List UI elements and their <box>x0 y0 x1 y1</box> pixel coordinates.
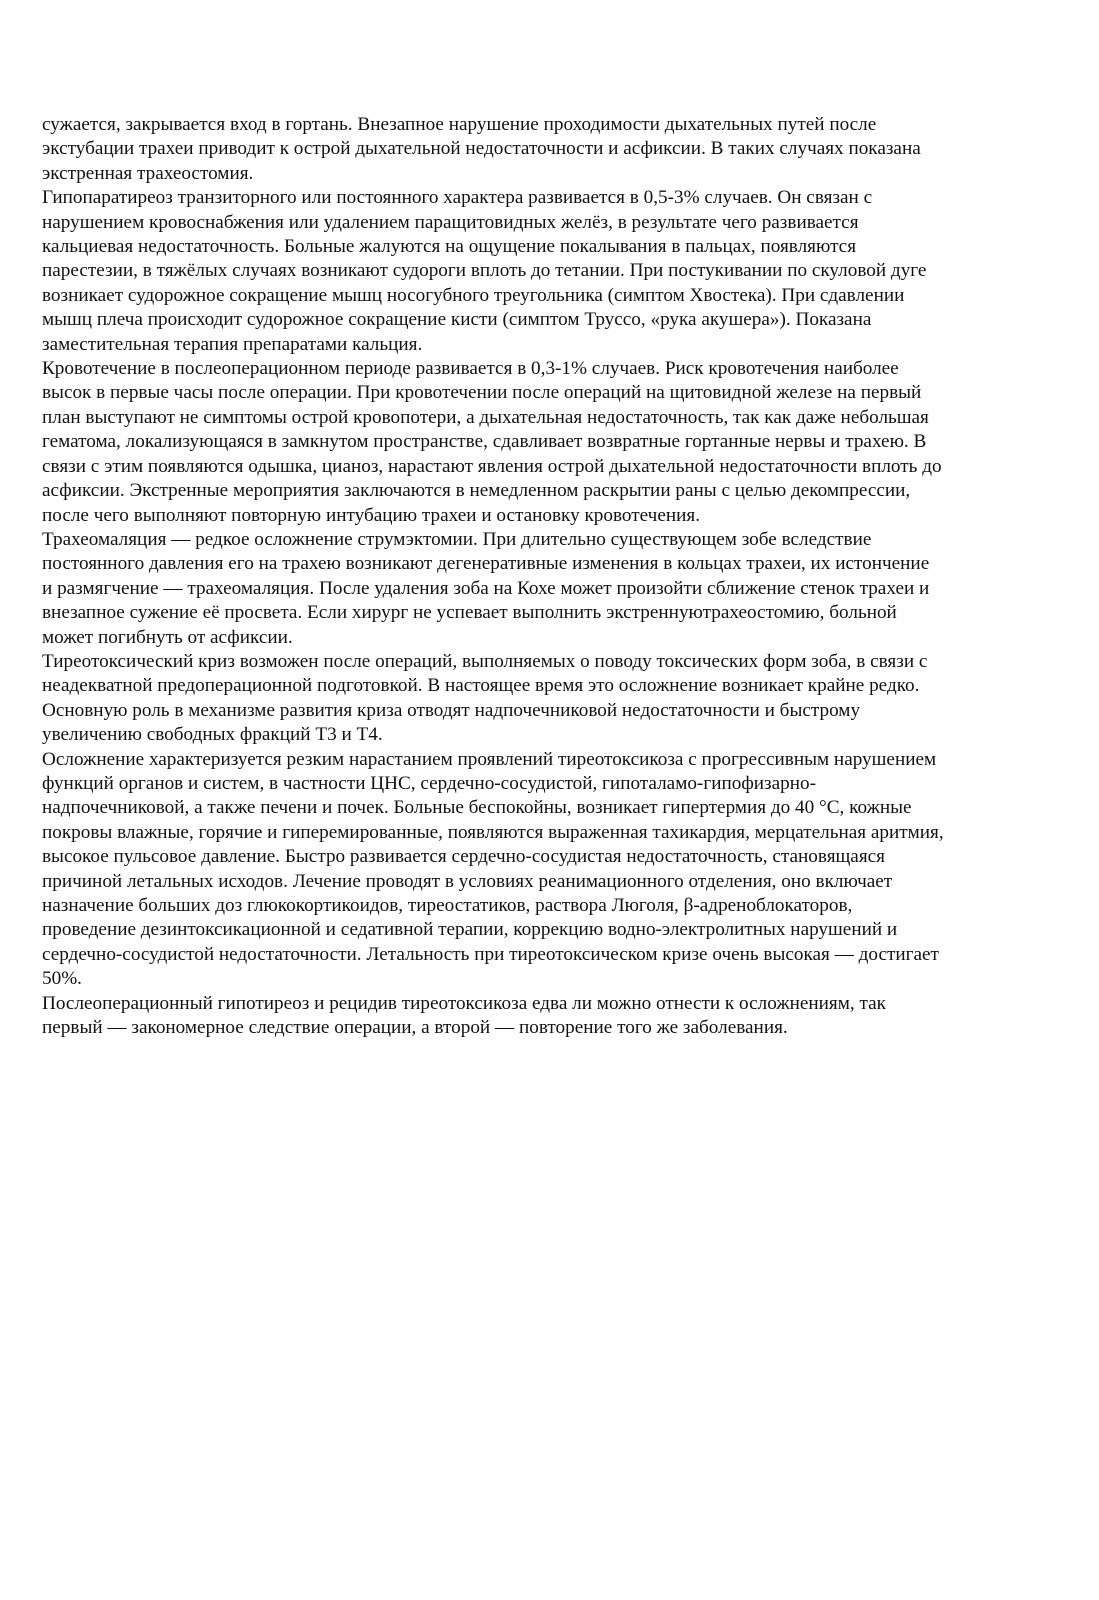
text-line: постоянного давления его на трахею возникают дегенеративные изменения в кольцах трахеи, их истончение <box>42 553 930 575</box>
text-line: причиной летальных исходов. Лечение проводят в условиях реанимационного отделения, оно включает <box>42 870 893 892</box>
text-line: экстубации трахеи приводит к острой дыхательной недостаточности и асфиксии. В таких случаях показана <box>42 138 921 160</box>
text-line: надпочечниковой, а также печени и почек. Больные беспокойны, возникает гипертермия до 40 °С, кожные <box>42 797 912 819</box>
text-line: Тиреотоксический криз возможен после операций, выполняемых о поводу токсических форм зоба, в связи с <box>42 650 928 672</box>
text-line: заместительная терапия препаратами кальция. <box>42 333 423 355</box>
text-line: неадекватной предоперационной подготовкой. В настоящее время это осложнение возникает крайне редко. <box>42 675 920 697</box>
text-line: 50%. <box>42 968 82 990</box>
text-line: возникает судорожное сокращение мышц носогубного треугольника (симптом Хвостека). При сдавлении <box>42 284 905 306</box>
text-line: первый — закономерное следствие операции, а второй — повторение того же заболевания. <box>42 1017 788 1039</box>
text-line: кальциевая недостаточность. Больные жалуются на ощущение покалывания в пальцах, появляются <box>42 236 857 258</box>
text-line: Послеоперационный гипотиреоз и рецидив тиреотоксикоза едва ли можно отнести к осложнениям, так <box>42 992 886 1014</box>
text-line: сердечно-сосудистой недостаточности. Летальность при тиреотоксическом кризе очень высокая — достигает <box>42 943 939 965</box>
text-line: Кровотечение в послеоперационном периоде развивается в 0,3-1% случаев. Риск кровотечения наиболее <box>42 358 899 380</box>
document-body <box>42 113 1066 1040</box>
text-line: план выступают не симптомы острой кровопотери, а дыхательная недостаточность, так как даже небольшая <box>42 406 929 428</box>
text-line: Осложнение характеризуется резким нарастанием проявлений тиреотоксикоза с прогрессивным нарушением <box>42 748 937 770</box>
text-line: высок в первые часы после операции. При кровотечении после операций на щитовидной железе на первый <box>42 382 922 404</box>
text-line: Гипопаратиреоз транзиторного или постоянного характера развивается в 0,5-3% случаев. Он связан с <box>42 187 873 209</box>
text-line: и размягчение — трахеомаляция. После удаления зоба на Кохе может произойти сближение стенок трахеи и <box>42 577 930 599</box>
text-line: гематома, локализующаяся в замкнутом пространстве, сдавливает возвратные гортанные нервы и трахею. В <box>42 431 927 453</box>
text-line: Основную роль в механизме развития криза отводят надпочечниковой недостаточности и быстрому <box>42 699 861 721</box>
text-line: связи с этим появляются одышка, цианоз, нарастают явления острой дыхательной недостаточности вплоть до <box>42 455 942 477</box>
text-line: покровы влажные, горячие и гиперемированные, появляются выраженная тахикардия, мерцательная аритмия, <box>42 821 944 843</box>
text-line: проведение дезинтоксикационной и седативной терапии, коррекцию водно-электролитных нарушений и <box>42 919 898 941</box>
text-line: сужается, закрывается вход в гортань. Внезапное нарушение проходимости дыхательных путей после <box>42 114 877 135</box>
text-line: Трахеомаляция — редкое осложнение струмэктомии. При длительно существующем зобе вследствие <box>42 528 872 550</box>
text-line: внезапное сужение её просвета. Если хирург не успевает выполнить экстреннуютрахеостомию, больной <box>42 602 897 624</box>
text-line: высокое пульсовое давление. Быстро развивается сердечно-сосудистая недостаточность, становящаяся <box>42 846 885 868</box>
text-line: назначение больших доз глюкокортикоидов, тиреостатиков, раствора Люголя, β-адреноблокаторов, <box>42 895 853 916</box>
text-line: может погибнуть от асфиксии. <box>42 626 293 648</box>
text-line: увеличению свободных фракций Т3 и Т4. <box>42 724 383 746</box>
text-line: асфиксии. Экстренные мероприятия заключаются в немедленном раскрытии раны с целью декомпрессии, <box>42 480 911 502</box>
text-line: парестезии, в тяжёлых случаях возникают судороги вплоть до тетании. При постукивании по скуловой дуге <box>42 260 927 282</box>
text-line: функций органов и систем, в частности ЦНС, сердечно-сосудистой, гипоталамо-гипофизарно- <box>42 772 816 794</box>
text-line: мышц плеча происходит судорожное сокращение кисти (симптом Труссо, «рука акушера»). Показана <box>42 309 872 331</box>
text-line: экстренная трахеостомия. <box>42 162 254 184</box>
text-line: нарушением кровоснабжения или удалением паращитовидных желёз, в результате чего развивается <box>42 211 859 233</box>
text-line: после чего выполняют повторную интубацию трахеи и остановку кровотечения. <box>42 504 701 526</box>
